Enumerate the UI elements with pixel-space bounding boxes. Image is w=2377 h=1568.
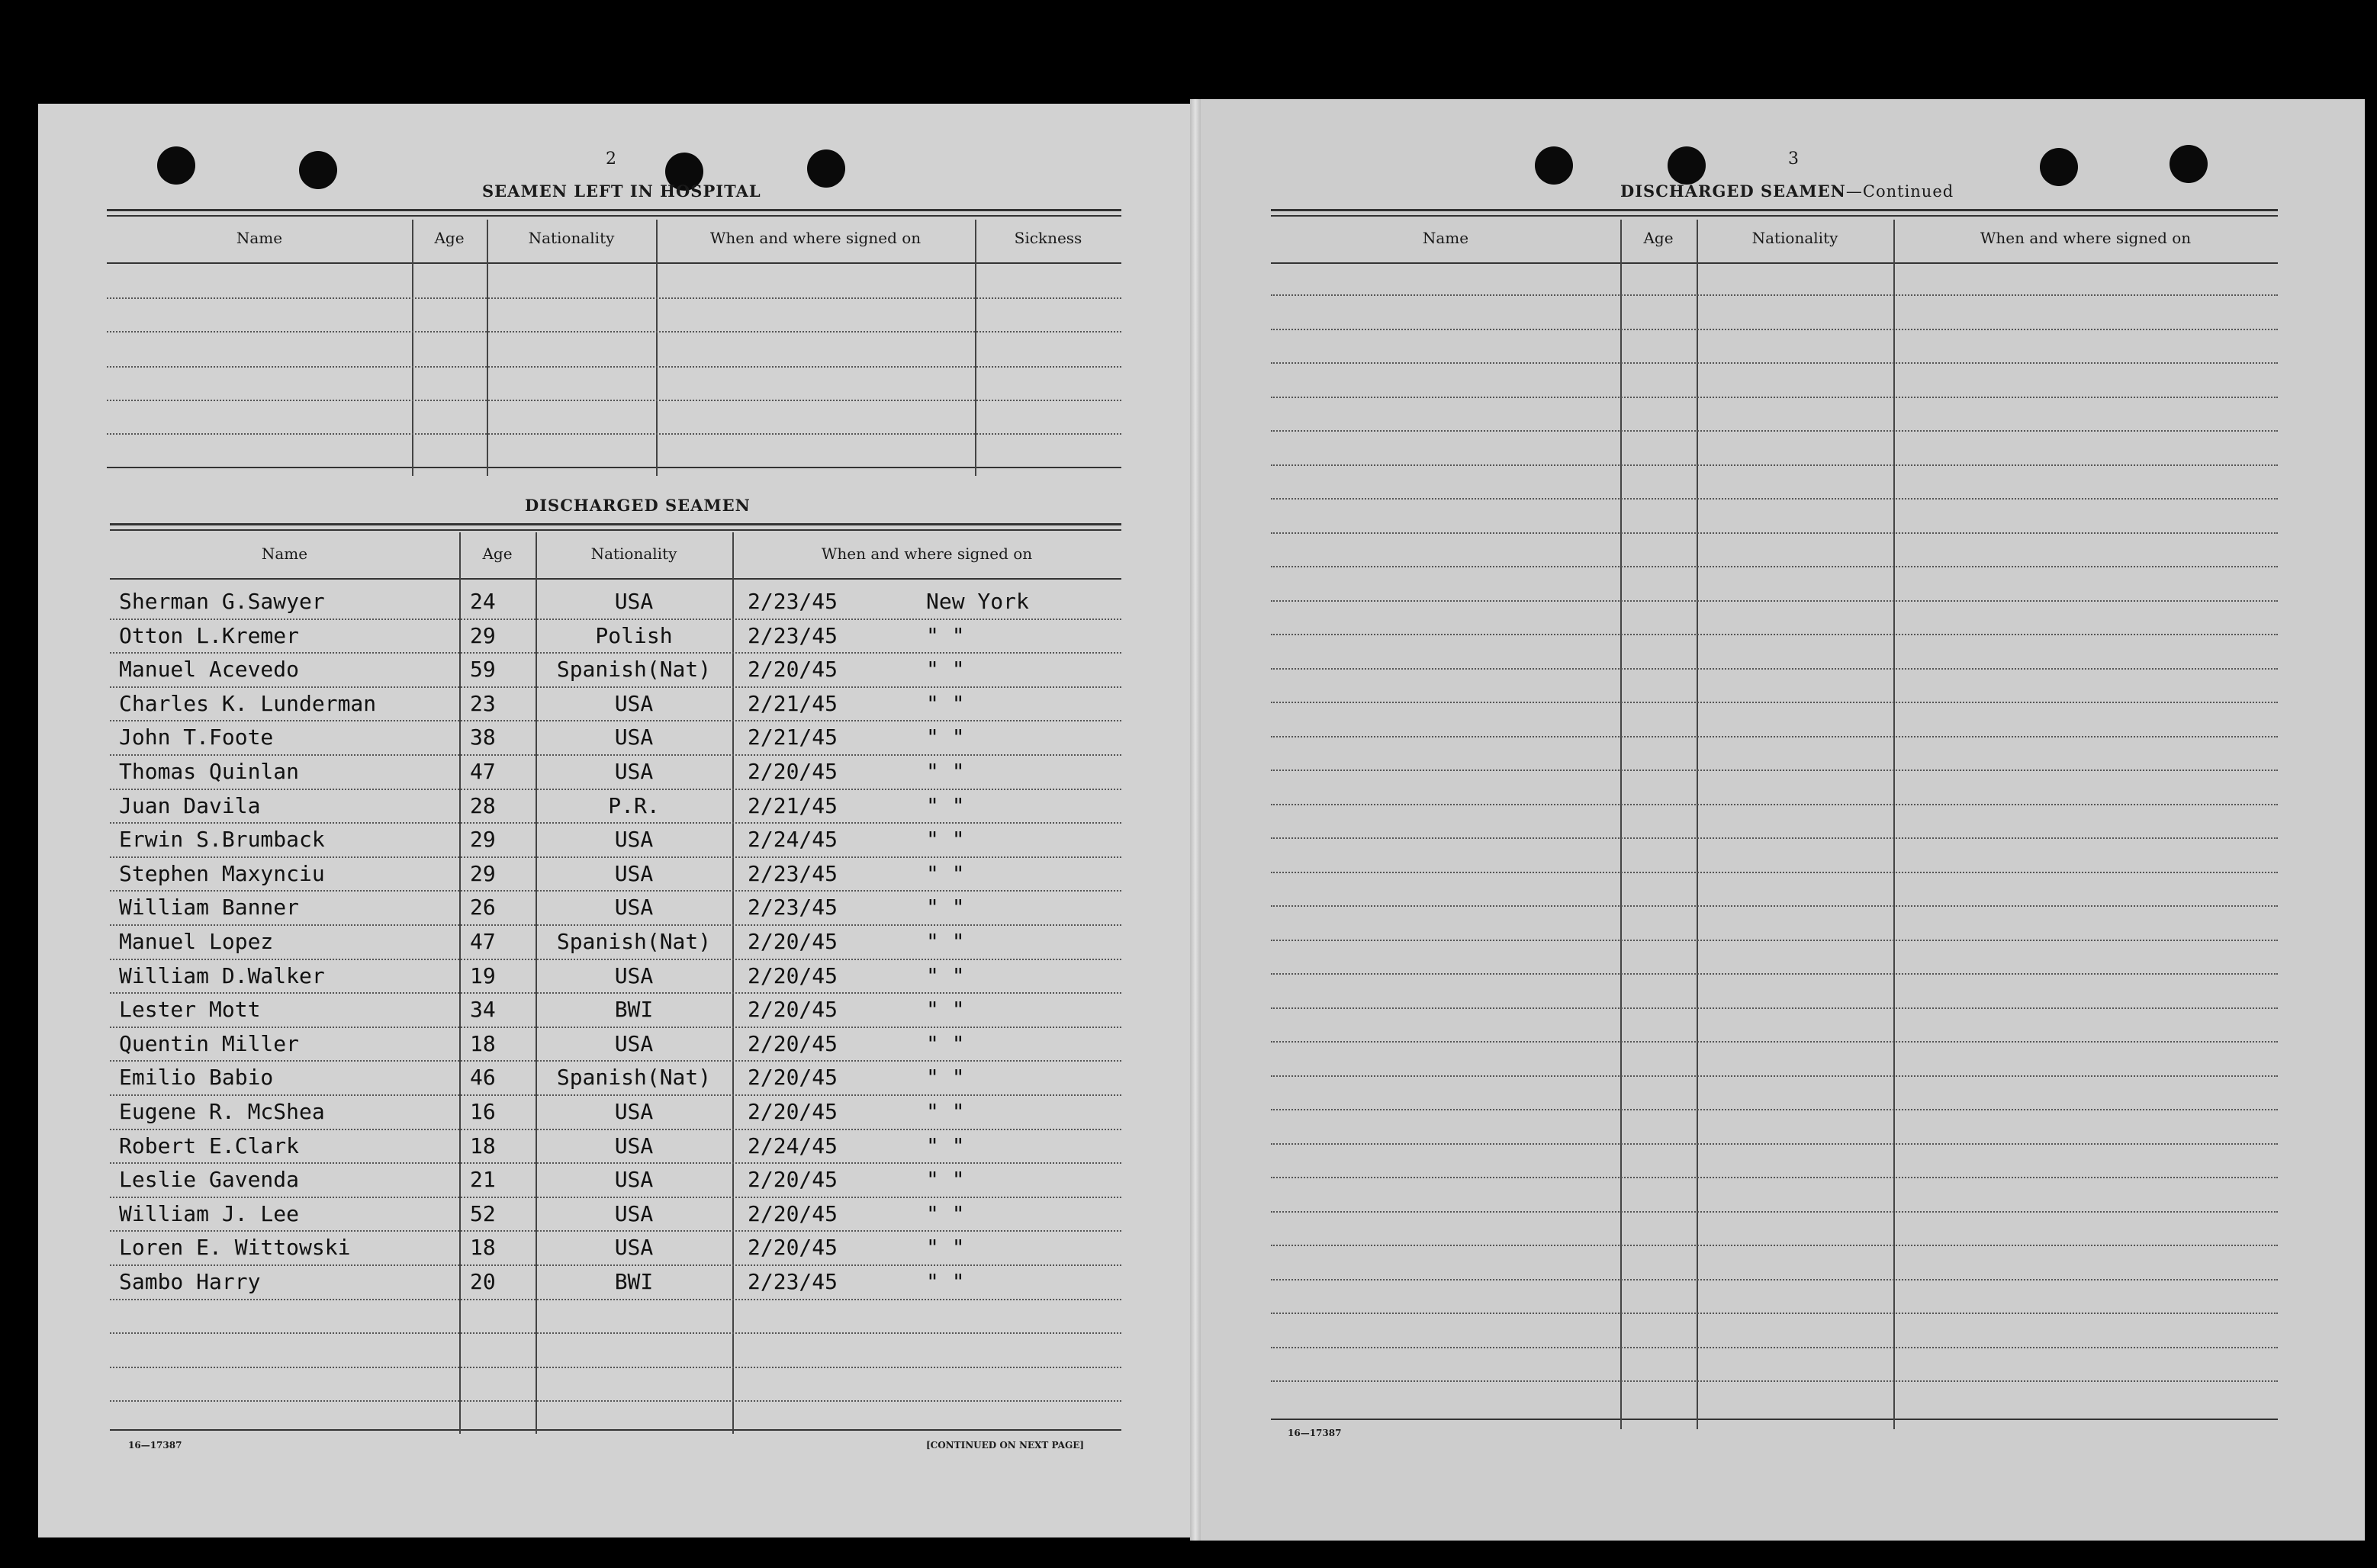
seaman-age: 26: [470, 895, 496, 921]
seaman-nationality: USA: [614, 1099, 654, 1124]
seaman-name: Lester Mott: [119, 997, 261, 1023]
page-number-right: 3: [1788, 149, 1799, 169]
signed-on-place: " ": [926, 1269, 965, 1294]
seaman-name: William D.Walker: [119, 962, 325, 988]
signed-on-date: 2/21/45: [748, 725, 838, 750]
column-header-nationality: Nationality: [1751, 229, 1838, 247]
signed-on-place: " ": [926, 1065, 965, 1091]
page-gutter: [1190, 99, 1201, 1541]
seaman-nationality: USA: [614, 1235, 654, 1261]
table-row: [110, 790, 1121, 824]
seaman-age: 18: [470, 1133, 496, 1158]
page-number-left: 2: [606, 149, 616, 169]
seaman-name: Manuel Lopez: [119, 929, 274, 954]
table-row: [110, 892, 1121, 926]
signed-on-date: 2/21/45: [748, 690, 838, 716]
signed-on-place: " ": [926, 690, 965, 716]
signed-on-date: 2/20/45: [748, 1200, 838, 1226]
table-row: [110, 1266, 1121, 1300]
signed-on-date: 2/20/45: [748, 962, 838, 988]
signed-on-place: " ": [926, 962, 965, 988]
signed-on-place: " ": [926, 929, 965, 954]
seaman-age: 28: [470, 792, 496, 818]
seaman-age: 21: [470, 1167, 496, 1193]
column-header-when-where: When and where signed on: [821, 545, 1033, 563]
seaman-age: 38: [470, 725, 496, 750]
signed-on-date: 2/20/45: [748, 759, 838, 784]
seaman-nationality: USA: [614, 962, 654, 988]
seaman-name: Otton L.Kremer: [119, 622, 300, 648]
seaman-name: Loren E. Wittowski: [119, 1235, 351, 1261]
seaman-nationality: USA: [614, 895, 654, 921]
seaman-age: 29: [470, 860, 496, 886]
signed-on-place: " ": [926, 792, 965, 818]
signed-on-place: " ": [926, 657, 965, 683]
signed-on-place: " ": [926, 860, 965, 886]
table-row: [110, 688, 1121, 722]
table-row: [110, 1198, 1121, 1232]
seaman-age: 46: [470, 1065, 496, 1091]
seaman-age: 16: [470, 1099, 496, 1124]
signed-on-place: " ": [926, 759, 965, 784]
signed-on-date: 2/21/45: [748, 792, 838, 818]
table-row: [110, 960, 1121, 994]
table-row: [110, 654, 1121, 688]
discharged-table: [110, 523, 1121, 1434]
seaman-nationality: USA: [614, 1167, 654, 1193]
signed-on-date: 2/20/45: [748, 1099, 838, 1124]
signed-on-place: " ": [926, 725, 965, 750]
signed-on-date: 2/20/45: [748, 657, 838, 683]
seaman-age: 59: [470, 657, 496, 683]
signed-on-place: " ": [926, 622, 965, 648]
table-row: [110, 756, 1121, 790]
column-header-when-where: When and where signed on: [709, 229, 922, 247]
continued-title-suffix: —Continued: [1845, 182, 1954, 201]
seaman-nationality: BWI: [614, 997, 654, 1023]
seaman-age: 19: [470, 962, 496, 988]
continued-note: [CONTINUED ON NEXT PAGE]: [926, 1440, 1085, 1451]
signed-on-place: " ": [926, 1200, 965, 1226]
seaman-age: 18: [470, 1030, 496, 1056]
signed-on-date: 2/23/45: [748, 622, 838, 648]
column-header-age: Age: [1643, 229, 1674, 247]
table-row: [110, 1130, 1121, 1165]
form-number-right: 16—17387: [1288, 1428, 1342, 1438]
signed-on-date: 2/20/45: [748, 1167, 838, 1193]
seaman-nationality: BWI: [614, 1269, 654, 1294]
seaman-age: 47: [470, 929, 496, 954]
seaman-name: Eugene R. McShea: [119, 1099, 325, 1124]
seaman-age: 29: [470, 827, 496, 853]
punch-hole: [2170, 145, 2208, 183]
column-header-nationality: Nationality: [528, 229, 615, 247]
column-header-nationality: Nationality: [590, 545, 677, 563]
seaman-age: 24: [470, 589, 496, 614]
signed-on-date: 2/20/45: [748, 929, 838, 954]
signed-on-date: 2/23/45: [748, 1269, 838, 1294]
signed-on-date: 2/23/45: [748, 895, 838, 921]
signed-on-place: " ": [926, 1099, 965, 1124]
table-row: [110, 994, 1121, 1028]
signed-on-place: " ": [926, 895, 965, 921]
table-row: [110, 926, 1121, 960]
column-header-name: Name: [1422, 229, 1469, 247]
punch-hole: [1668, 146, 1706, 185]
seaman-age: 52: [470, 1200, 496, 1226]
seaman-nationality: USA: [614, 1200, 654, 1226]
table-row: [110, 1096, 1121, 1130]
seaman-age: 23: [470, 690, 496, 716]
table-row: [110, 1028, 1121, 1062]
seaman-nationality: USA: [614, 860, 654, 886]
signed-on-date: 2/23/45: [748, 860, 838, 886]
seaman-name: Sherman G.Sawyer: [119, 589, 325, 614]
signed-on-place: " ": [926, 1133, 965, 1158]
column-header-when-where: When and where signed on: [1980, 229, 2192, 247]
column-header-name: Name: [236, 229, 283, 247]
seaman-name: William J. Lee: [119, 1200, 300, 1226]
table-row: [110, 1232, 1121, 1266]
seaman-nationality: Spanish(Nat): [556, 929, 712, 954]
signed-on-date: 2/20/45: [748, 997, 838, 1023]
seaman-age: 18: [470, 1235, 496, 1261]
table-row: [110, 1062, 1121, 1096]
continued-title-main: DISCHARGED SEAMEN: [1620, 182, 1846, 201]
seaman-name: Juan Davila: [119, 792, 261, 818]
seaman-name: Sambo Harry: [119, 1269, 261, 1294]
signed-on-date: 2/24/45: [748, 1133, 838, 1158]
seaman-name: Erwin S.Brumback: [119, 827, 325, 853]
seaman-nationality: USA: [614, 1030, 654, 1056]
table-row: [110, 586, 1121, 620]
continued-section-title: [1620, 182, 1954, 201]
seaman-name: John T.Foote: [119, 725, 274, 750]
continued-table: [1271, 209, 2278, 1429]
signed-on-place: " ": [926, 1030, 965, 1056]
table-row: [110, 721, 1121, 756]
seaman-name: Quentin Miller: [119, 1030, 300, 1056]
signed-on-place: " ": [926, 827, 965, 853]
signed-on-date: 2/23/45: [748, 589, 838, 614]
seaman-nationality: USA: [614, 827, 654, 853]
seaman-name: Emilio Babio: [119, 1065, 274, 1091]
seaman-age: 47: [470, 759, 496, 784]
signed-on-place: " ": [926, 1235, 965, 1261]
seaman-age: 20: [470, 1269, 496, 1294]
hospital-section-title: SEAMEN LEFT IN HOSPITAL: [482, 182, 761, 201]
signed-on-date: 2/20/45: [748, 1235, 838, 1261]
seaman-nationality: USA: [614, 690, 654, 716]
discharged-section-title: DISCHARGED SEAMEN: [525, 496, 751, 515]
column-header-name: Name: [261, 545, 308, 563]
signed-on-place: " ": [926, 1167, 965, 1193]
table-row: [110, 824, 1121, 858]
seaman-name: Thomas Quinlan: [119, 759, 300, 784]
seaman-nationality: Spanish(Nat): [556, 1065, 712, 1091]
seaman-nationality: USA: [614, 725, 654, 750]
seaman-name: William Banner: [119, 895, 300, 921]
hospital-table: [107, 209, 1121, 476]
seaman-name: Stephen Maxynciu: [119, 860, 325, 886]
form-number-left: 16—17387: [128, 1440, 182, 1451]
signed-on-date: 2/20/45: [748, 1030, 838, 1056]
column-header-sickness: Sickness: [1014, 229, 1082, 247]
seaman-name: Charles K. Lunderman: [119, 690, 377, 716]
signed-on-date: 2/20/45: [748, 1065, 838, 1091]
seaman-nationality: USA: [614, 1133, 654, 1158]
seaman-nationality: USA: [614, 589, 654, 614]
punch-hole: [299, 151, 337, 189]
seaman-age: 29: [470, 622, 496, 648]
table-row: [110, 620, 1121, 654]
punch-hole: [807, 149, 845, 188]
signed-on-place: " ": [926, 997, 965, 1023]
punch-hole: [1535, 146, 1573, 185]
column-header-age: Age: [482, 545, 513, 563]
signed-on-date: 2/24/45: [748, 827, 838, 853]
seaman-name: Robert E.Clark: [119, 1133, 300, 1158]
column-header-age: Age: [434, 229, 465, 247]
seaman-name: Manuel Acevedo: [119, 657, 300, 683]
seaman-nationality: USA: [614, 759, 654, 784]
seaman-name: Leslie Gavenda: [119, 1167, 300, 1193]
table-row: [110, 1164, 1121, 1198]
seaman-nationality: P.R.: [608, 792, 660, 818]
punch-hole: [157, 146, 195, 185]
punch-hole: [2040, 148, 2078, 186]
signed-on-place: New York: [926, 589, 1029, 614]
seaman-age: 34: [470, 997, 496, 1023]
seaman-nationality: Spanish(Nat): [556, 657, 712, 683]
seaman-nationality: Polish: [595, 622, 673, 648]
table-row: [110, 858, 1121, 892]
